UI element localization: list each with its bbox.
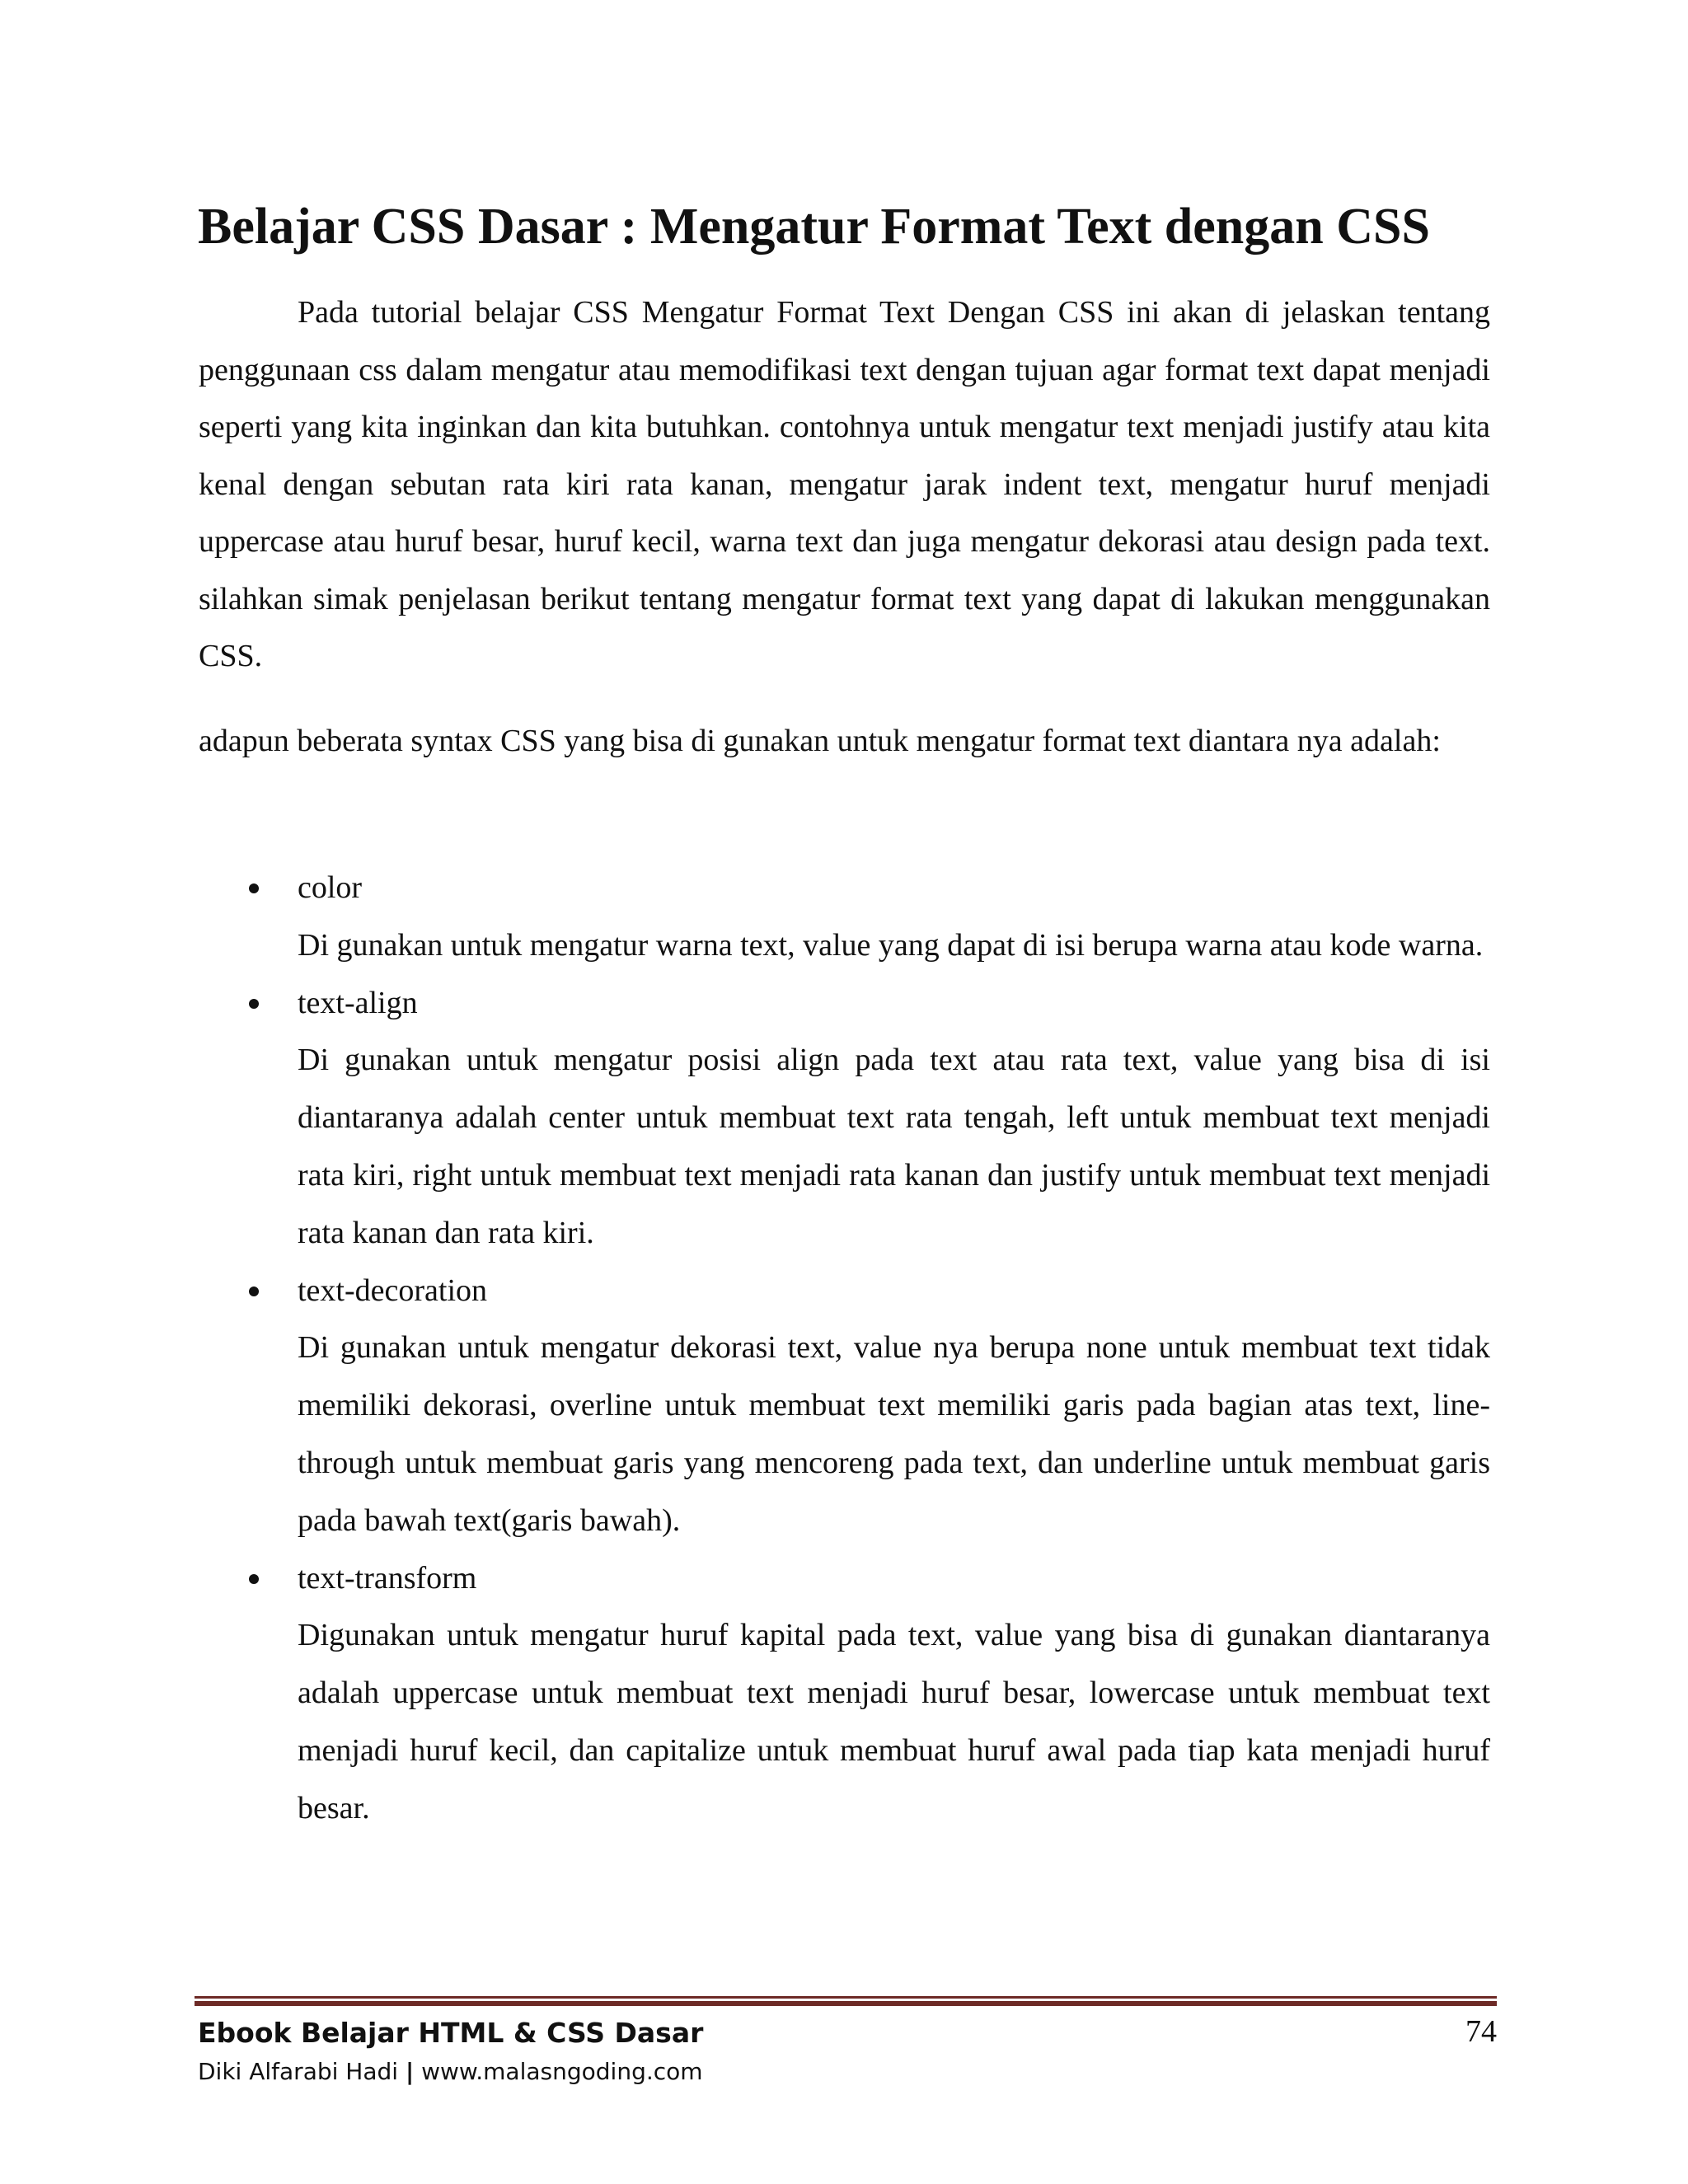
footer-divider-thin-line xyxy=(195,1996,1497,1999)
list-item-description: Di gunakan untuk mengatur warna text, value yang dapat di isi berupa warna atau kode warna. xyxy=(298,927,1484,963)
footer-book-title: Ebook Belajar HTML & CSS Dasar xyxy=(198,2017,704,2049)
list-item-term: text-align xyxy=(298,985,418,1020)
bullet-icon xyxy=(249,999,259,1009)
css-property-list xyxy=(199,860,1490,1838)
list-item-description: Di gunakan untuk mengatur dekorasi text, value nya berupa none untuk membuat text tidak memiliki dekorasi, overline untuk membuat text memiliki garis pada bagian atas text, line-through untuk membuat garis yang mencoreng pada text, dan underline untuk membuat garis pada bawah text(garis bawah). xyxy=(298,1330,1490,1538)
page-title: Belajar CSS Dasar : Mengatur Format Text dengan CSS xyxy=(198,199,1430,255)
list-item-color xyxy=(199,860,1490,975)
list-item-description: Digunakan untuk mengatur huruf kapital pada text, value yang bisa di gunakan diantaranya adalah uppercase untuk membuat text menjadi huruf besar, lowercase untuk membuat text menjadi huruf kecil, dan capitalize untuk membuat huruf awal pada tiap kata menjadi huruf besar. xyxy=(298,1618,1490,1825)
list-item-text-decoration xyxy=(199,1263,1490,1550)
list-item-term: text-decoration xyxy=(298,1272,488,1308)
list-item-term: text-transform xyxy=(298,1560,477,1596)
footer-divider xyxy=(195,1996,1497,2006)
list-item-text-align xyxy=(199,975,1490,1263)
bullet-icon xyxy=(249,1574,259,1584)
list-item-term: color xyxy=(298,870,363,905)
list-item-text-transform xyxy=(199,1550,1490,1838)
footer-divider-thick-line xyxy=(195,2001,1497,2006)
syntax-intro-paragraph: adapun beberata syntax CSS yang bisa di gunakan untuk mengatur format text diantara nya adalah: xyxy=(199,724,1441,758)
footer-website: www.malasngoding.com xyxy=(421,2058,703,2085)
footer-separator: | xyxy=(405,2058,415,2085)
footer-author-name: Diki Alfarabi Hadi xyxy=(198,2058,399,2085)
intro-paragraph: Pada tutorial belajar CSS Mengatur Format Text Dengan CSS ini akan di jelaskan tentang penggunaan css dalam mengatur atau memodifikasi text dengan tujuan agar format text dapat menjadi seperti yang kita inginkan dan kita butuhkan. contohnya untuk mengatur text menjadi justify atau kita kenal dengan sebutan rata kiri rata kanan, mengatur jarak indent text, mengatur huruf menjadi uppercase atau huruf besar, huruf kecil, warna text dan juga mengatur dekorasi atau design pada text. silahkan simak penjelasan berikut tentang mengatur format text yang dapat di lakukan menggunakan CSS. xyxy=(199,295,1490,673)
list-item-description: Di gunakan untuk mengatur posisi align pada text atau rata text, value yang bisa di isi diantaranya adalah center untuk membuat text rata tengah, left untuk membuat text menjadi rata kiri, right untuk membuat text menjadi rata kanan dan justify untuk membuat text menjadi rata kanan dan rata kiri. xyxy=(298,1043,1490,1250)
footer-credit xyxy=(198,2055,703,2088)
bullet-icon xyxy=(249,883,259,893)
bullet-icon xyxy=(249,1286,259,1296)
page-number: 74 xyxy=(1465,2014,1497,2049)
